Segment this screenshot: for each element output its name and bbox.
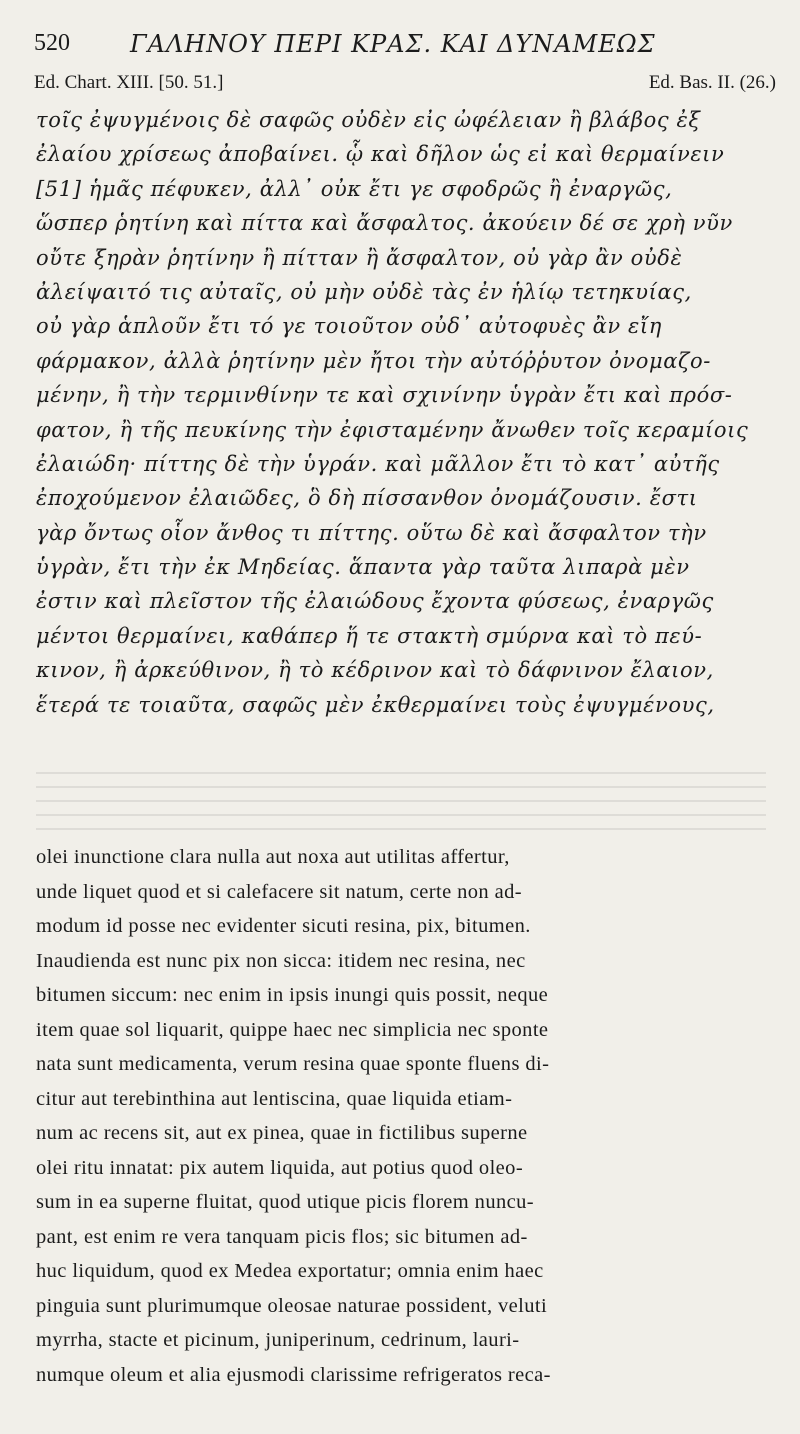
latin-text-line: sum in ea superne fluitat, quod utique picis florem nuncu- <box>36 1191 535 1213</box>
latin-text-line: bitumen siccum: nec enim in ipsis inungi quis possit, neque <box>36 984 549 1006</box>
greek-text-line: οὐ γὰρ ἁπλοῦν ἔτι τό γε τοιοῦτον οὐδ᾽ αὐτοφυὲς ἂν εἴη <box>36 314 662 339</box>
edition-reference-basel: Ed. Bas. II. (26.) <box>648 72 776 93</box>
latin-text-line: huc liquidum, quod ex Medea exportatur; omnia enim haec <box>36 1260 544 1282</box>
latin-text-line: myrrha, stacte et picinum, juniperinum, cedrinum, lauri- <box>36 1329 520 1351</box>
latin-text-line: olei ritu innatat: pix autem liquida, aut potius quod oleo- <box>36 1156 524 1179</box>
latin-text-line: numque oleum et alia ejusmodi clarissime refrigeratos reca- <box>36 1363 551 1386</box>
greek-text-line: ἀλείψαιτό τις αὐταῖς, οὐ μὴν οὐδὲ τὰς ἐν ἡλίῳ τετηκυίας, <box>36 279 692 304</box>
latin-text-line: num ac recens sit, aut ex pinea, quae in fictilibus superne <box>36 1122 528 1144</box>
greek-text-line: ὑγρὰν, ἔτι τὴν ἐκ Μηδείας. ἅπαντα γὰρ ταῦτα λιπαρὰ μὲν <box>36 555 690 580</box>
running-title: ΓΑΛΗΝΟΥ ΠΕΡΙ ΚΡΑΣ. ΚΑΙ ΔΥΝΑΜΕΩΣ <box>130 30 656 58</box>
latin-text-line: pant, est enim re vera tanquam picis flos; sic bitumen ad- <box>36 1225 528 1248</box>
latin-text-line: nata sunt medicamenta, verum resina quae sponte fluens di- <box>36 1053 550 1075</box>
greek-text-line: ὥσπερ ῥητίνη καὶ πίττα καὶ ἄσφαλτος. ἀκούειν δέ σε χρὴ νῦν <box>36 211 733 236</box>
page-number: 520 <box>34 30 70 56</box>
greek-text-line: ἐποχούμενον ἐλαιῶδες, ὃ δὴ πίσσανθον ὀνομάζουσιν. ἔστι <box>36 486 698 511</box>
greek-text-line: μέντοι θερμαίνει, καθάπερ ἥ τε στακτὴ σμύρνα καὶ τὸ πεύ- <box>36 623 703 648</box>
greek-text-line: κινον, ἢ ἀρκεύθινον, ἢ τὸ κέδρινον καὶ τὸ δάφνινον ἔλαιον, <box>36 658 714 683</box>
greek-text-line: ἕτερά τε τοιαῦτα, σαφῶς μὲν ἐκθερμαίνει τοὺς ἐψυγμένους, <box>36 692 715 717</box>
greek-text-line: ἐλαίου χρίσεως ἀποβαίνει. ᾧ καὶ δῆλον ὡς εἰ καὶ θερμαίνειν <box>36 142 725 167</box>
latin-text-line: olei inunctione clara nulla aut noxa aut utilitas affertur, <box>36 846 510 868</box>
greek-text-line: γὰρ ὄντως οἷον ἄνθος τι πίττης. οὕτω δὲ καὶ ἄσφαλτον τὴν <box>36 520 707 545</box>
latin-text-line: item quae sol liquarit, quippe haec nec simplicia nec sponte <box>36 1018 549 1041</box>
greek-text-line: φάρμακον, ἀλλὰ ῥητίνην μὲν ἤτοι τὴν αὐτόῤῥυτον ὀνομαζο- <box>36 348 711 373</box>
latin-text-line: modum id posse nec evidenter sicuti resina, pix, bitumen. <box>36 915 531 937</box>
latin-text-block <box>36 840 770 1392</box>
greek-text-block <box>36 103 770 722</box>
greek-text-line: τοῖς ἐψυγμένοις δὲ σαφῶς οὐδὲν εἰς ὠφέλειαν ἢ βλάβος ἐξ <box>36 108 701 132</box>
latin-text-line: unde liquet quod et si calefacere sit natum, certe non ad- <box>36 880 522 903</box>
latin-text-line: Inaudienda est nunc pix non sicca: itidem nec resina, nec <box>36 949 526 972</box>
show-through-shadow <box>36 770 766 830</box>
edition-reference-chartier: Ed. Chart. XIII. [50. 51.] <box>34 72 224 93</box>
greek-text-line: οὔτε ξηρὰν ῥητίνην ἢ πίτταν ἢ ἄσφαλτον, οὐ γὰρ ἂν οὐδὲ <box>36 245 683 270</box>
greek-text-line: φατον, ἢ τῆς πευκίνης τὴν ἐφισταμένην ἄνωθεν τοῖς κεραμίοις <box>36 417 749 442</box>
greek-text-line: μένην, ἢ τὴν τερμινθίνην τε καὶ σχινίνην ὑγρὰν ἔτι καὶ πρόσ- <box>36 383 733 408</box>
running-head <box>34 30 774 60</box>
greek-text-line: ἐστιν καὶ πλεῖστον τῆς ἐλαιώδους ἔχοντα φύσεως, ἐναργῶς <box>36 589 714 614</box>
greek-text-line: [51] ἡμᾶς πέφυκεν, ἀλλ᾽ οὐκ ἔτι γε σφοδρῶς ἢ ἐναργῶς, <box>36 176 673 201</box>
latin-text-line: citur aut terebinthina aut lentiscina, quae liquida etiam- <box>36 1087 513 1110</box>
latin-text-line: pinguia sunt plurimumque oleosae naturae possident, veluti <box>36 1294 548 1317</box>
edition-reference-line <box>34 72 776 100</box>
greek-text-line: ἐλαιώδη· πίττης δὲ τὴν ὑγράν. καὶ μᾶλλον ἔτι τὸ κατ᾽ αὐτῆς <box>36 451 720 476</box>
